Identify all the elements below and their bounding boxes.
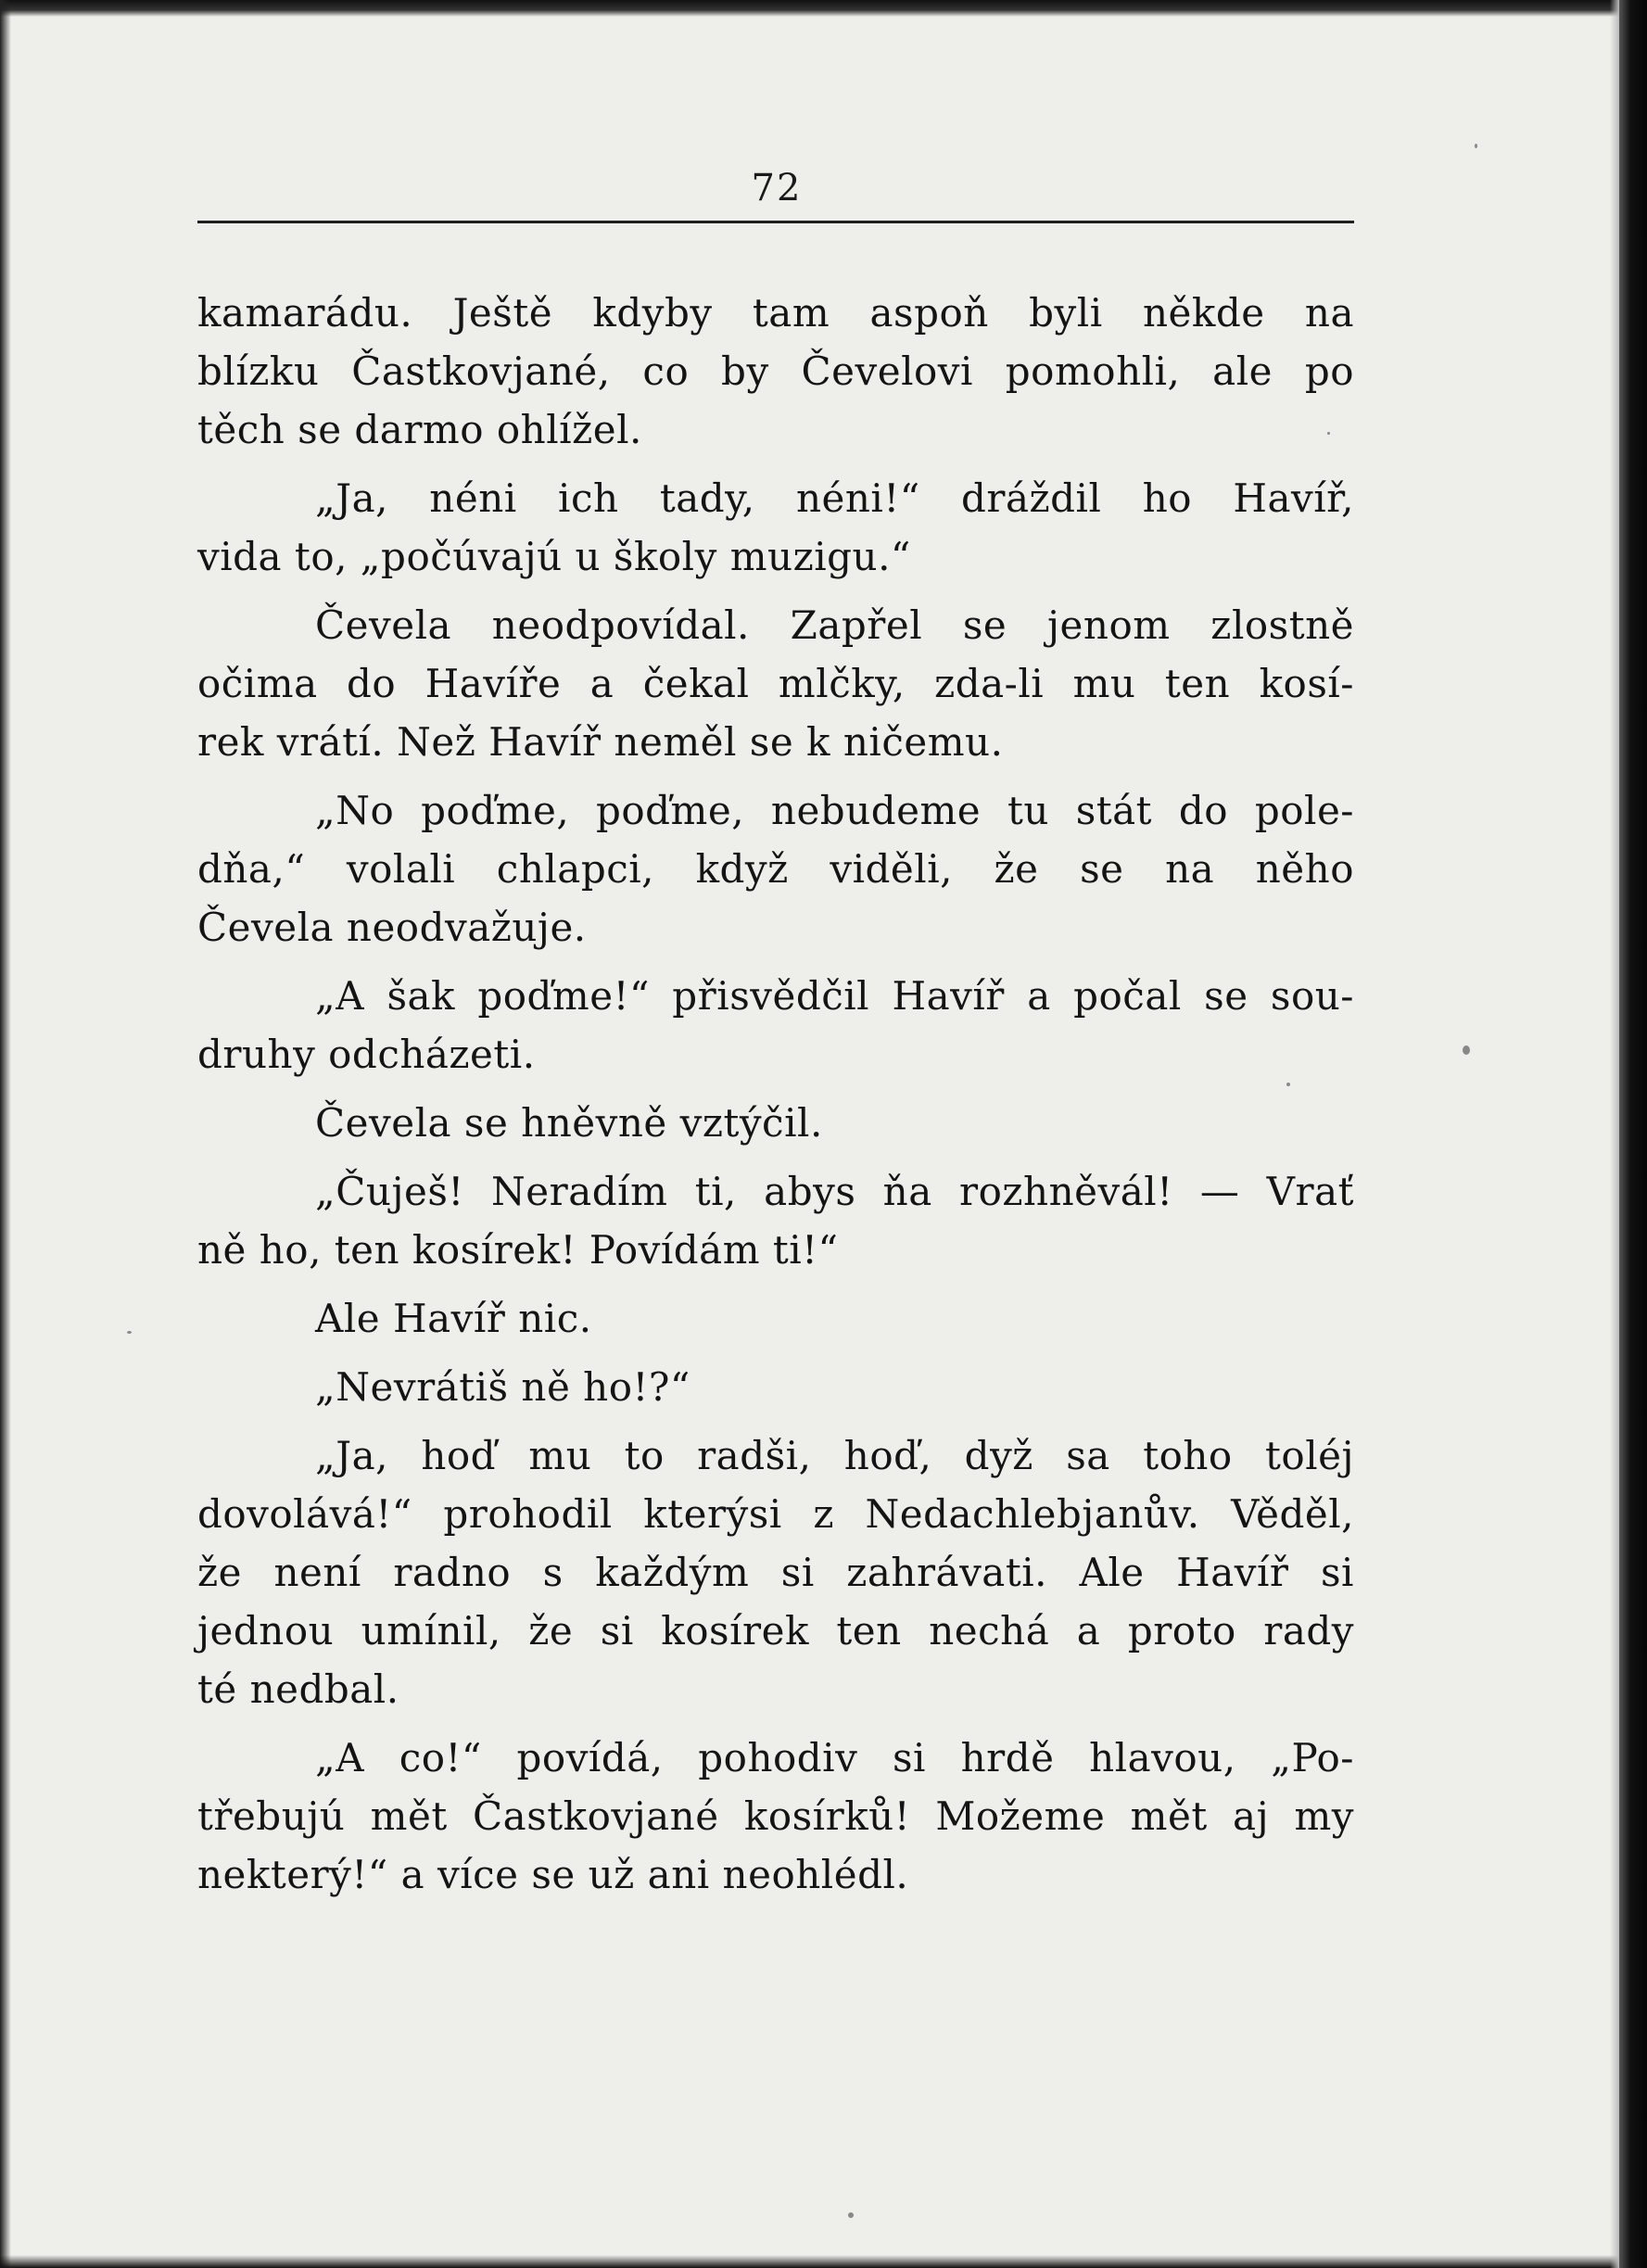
- page-edge-shadow: [1610, 0, 1619, 2268]
- text-line: té nedbal.: [197, 1666, 399, 1712]
- text-line: dovolává!“ prohodil kterýsi z Nedachlebjanův. Věděl,: [197, 1491, 1354, 1537]
- text-line: Čevela neodpovídal. Zapřel se jenom zlostně: [315, 602, 1354, 648]
- text-line: že není radno s každým si zahrávati. Ale Havíř si: [197, 1550, 1354, 1595]
- text-line: nekterý!“ a více se už ani neohlédl.: [197, 1852, 909, 1897]
- page-number: 72: [751, 167, 803, 209]
- text-line: třebujú mět Častkovjané kosírků! Možeme mět aj my: [197, 1793, 1354, 1839]
- scan-border-left: [0, 0, 11, 2268]
- text-line: Čevela neodvažuje.: [197, 905, 587, 950]
- text-line: „A šak poďme!“ přisvědčil Havíř a počal se sou-: [315, 973, 1354, 1019]
- text-line: Ale Havíř nic.: [315, 1296, 592, 1341]
- text-line: blízku Častkovjané, co by Čevelovi pomohli, ale po: [197, 348, 1354, 394]
- scan-border-right: [1619, 0, 1647, 2268]
- dust-speck: [1475, 144, 1477, 148]
- text-line: „Nevrátiš ně ho!?“: [315, 1364, 690, 1410]
- dust-speck: [1463, 1045, 1470, 1055]
- text-line: těch se darmo ohlížel.: [197, 407, 642, 452]
- dust-speck: [127, 1331, 132, 1334]
- text-line: vida to, „počúvajú u školy muzigu.“: [197, 534, 911, 579]
- text-line: kamarádu. Ještě kdyby tam aspoň byli někde na: [197, 290, 1354, 336]
- text-line: rek vrátí. Než Havíř neměl se k ničemu.: [197, 719, 1004, 765]
- text-line: jednou umínil, že si kosírek ten nechá a proto rady: [197, 1608, 1354, 1653]
- dust-speck: [848, 2212, 854, 2218]
- text-line: dňa,“ volali chlapci, když viděli, že se na něho: [197, 846, 1354, 892]
- text-line: Čevela se hněvně vztýčil.: [315, 1100, 823, 1146]
- text-line: druhy odcházeti.: [197, 1032, 536, 1077]
- text-line: „Ja, néni ich tady, néni!“ dráždil ho Havíř,: [315, 475, 1354, 521]
- text-line: ně ho, ten kosírek! Povídám ti!“: [197, 1227, 839, 1273]
- text-line: očima do Havíře a čekal mlčky, zda-li mu ten kosí-: [197, 661, 1354, 706]
- text-line: „No poďme, poďme, nebudeme tu stát do pole-: [315, 788, 1354, 833]
- text-line: „Čuješ! Neradím ti, abys ňa rozhněvál! — Vrať: [315, 1169, 1354, 1214]
- text-line: „Ja, hoď mu to radši, hoď, dyž sa toho toléj: [315, 1433, 1354, 1478]
- scan-border-bottom: [0, 2255, 1647, 2268]
- body-text: [197, 284, 1354, 1904]
- scan-border-top: [0, 0, 1647, 17]
- header-rule: [197, 221, 1354, 223]
- text-line: „A co!“ povídá, pohodiv si hrdě hlavou, „Po-: [315, 1735, 1354, 1780]
